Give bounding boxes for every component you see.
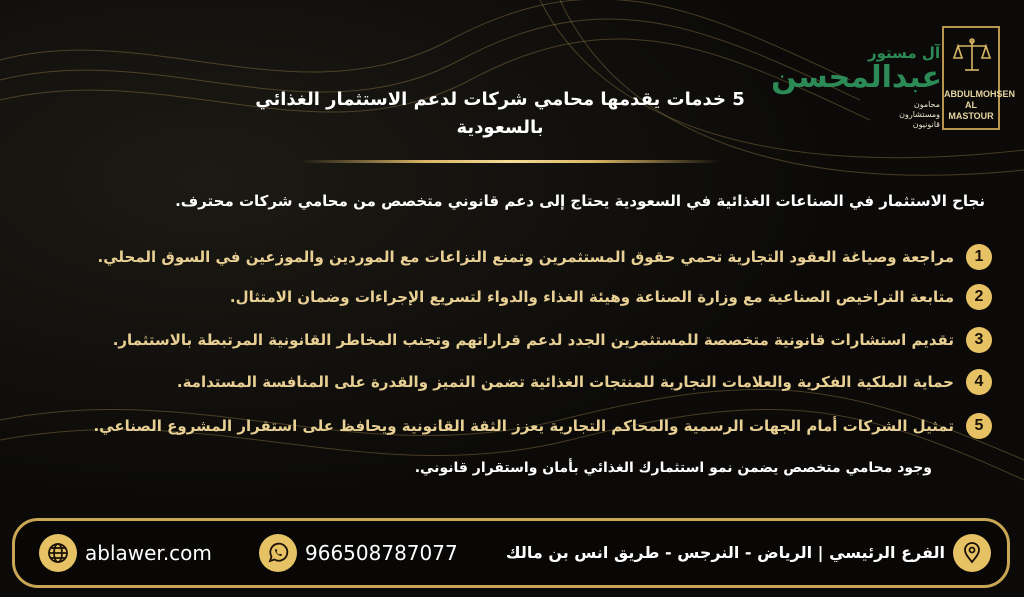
service-item-1 <box>32 242 992 272</box>
item-number-badge: 4 <box>966 369 992 395</box>
item-text: تقديم استشارات قانونية متخصصة للمستثمرين الجدد لدعم قراراتهم وتجنب المخاطر القانونية المرتبطة بالاستثمار. <box>112 331 954 349</box>
whatsapp-icon <box>259 534 297 572</box>
address-text: الفرع الرئيسي | الرياض - النرجس - طريق انس بن مالك <box>505 543 945 562</box>
scales-icon <box>952 36 992 76</box>
item-text: مراجعة وصياغة العقود التجارية تحمي حقوق المستثمرين وتمنع النزاعات مع الموردين والموزعين في السوق المحلي. <box>97 248 954 266</box>
item-text: متابعة التراخيص الصناعية مع وزارة الصناعة وهيئة الغذاء والدواء لتسريع الإجراءات وضمان الامتثال. <box>229 288 954 306</box>
item-text: حماية الملكية الفكرية والعلامات التجارية للمنتجات الغذائية تضمن التميز والقدرة على المنافسة المستدامة. <box>176 373 954 391</box>
location-pin-icon <box>953 534 991 572</box>
item-number-badge: 3 <box>966 327 992 353</box>
logo-arabic-top: آل مستور <box>868 44 941 62</box>
company-logo <box>771 24 1015 134</box>
contact-footer <box>12 518 1010 588</box>
logo-arabic-name: عبدالمحسن <box>771 60 942 95</box>
logo-arabic-subtitle: محامون ومستشارون قانونيون <box>899 100 940 129</box>
service-item-5 <box>32 411 992 441</box>
item-number-badge: 2 <box>966 284 992 310</box>
logo-english-name: ABDULMOHSEN AL MASTOUR <box>944 89 1015 121</box>
page-title: 5 خدمات يقدمها محامي شركات لدعم الاستثمار الغذائي بالسعودية <box>255 89 745 138</box>
logo-emblem <box>942 26 1015 130</box>
service-item-4 <box>32 367 992 397</box>
item-text: تمثيل الشركات أمام الجهات الرسمية والمحاكم التجارية يعزز الثقة القانونية ويحافظ على استقرار المشروع الصناعي. <box>93 417 954 435</box>
service-item-2 <box>32 282 992 312</box>
website-link[interactable]: ablawer.com <box>85 541 212 565</box>
item-number-badge: 1 <box>966 244 992 270</box>
title-divider <box>300 160 720 163</box>
item-number-badge: 5 <box>966 413 992 439</box>
globe-icon <box>39 534 77 572</box>
phone-number[interactable]: 966508787077 <box>305 541 458 565</box>
intro-text: نجاح الاستثمار في الصناعات الغذائية في السعودية يحتاج إلى دعم قانوني متخصص من محامي شركات محترف. <box>175 192 985 210</box>
service-item-3 <box>32 325 992 355</box>
outro-text: وجود محامي متخصص يضمن نمو استثمارك الغذائي بأمان واستقرار قانوني. <box>414 460 932 476</box>
